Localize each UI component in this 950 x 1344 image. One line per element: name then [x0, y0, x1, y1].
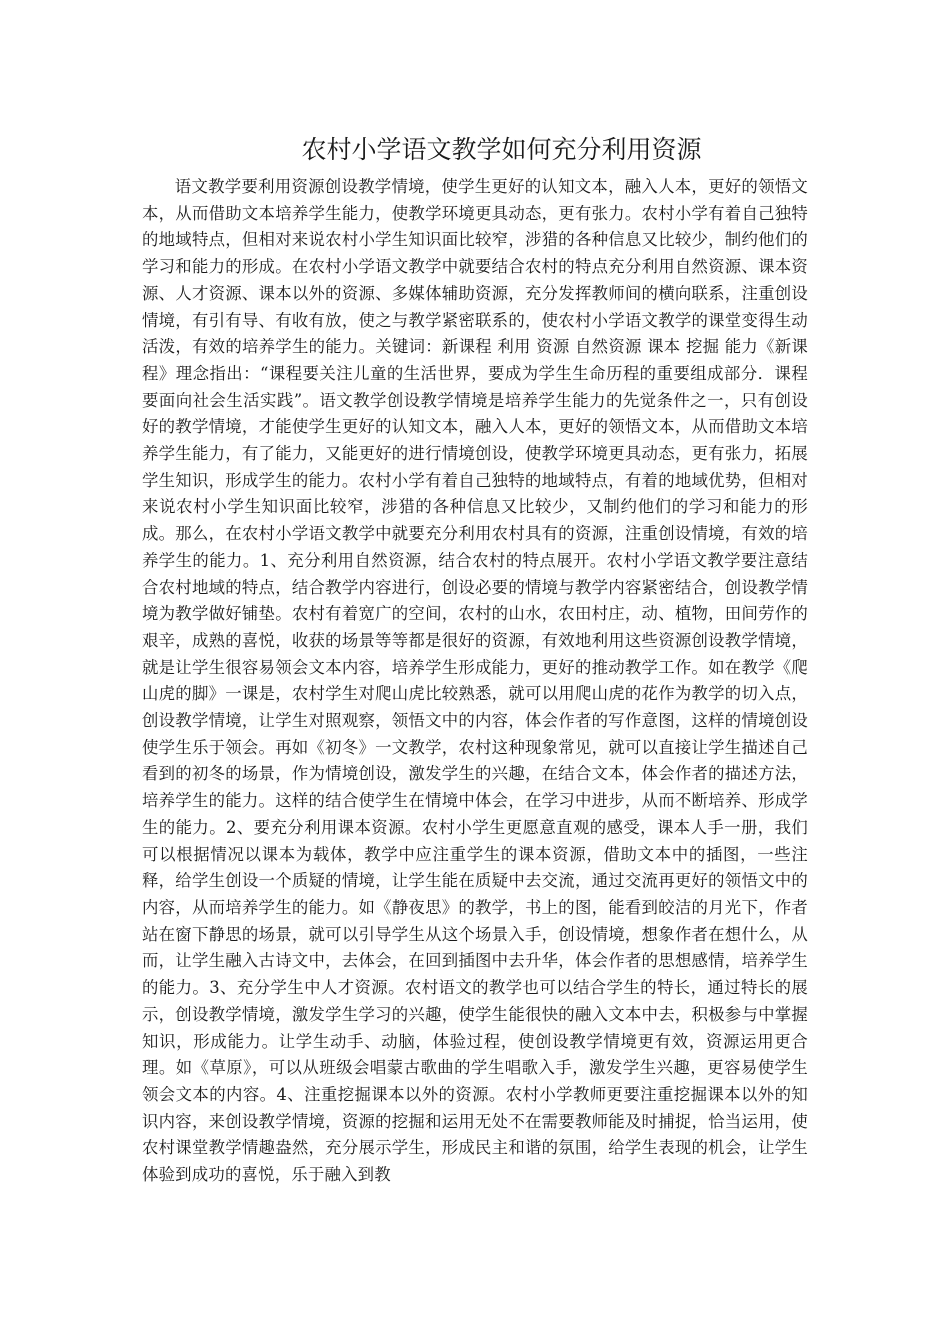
document-title: 农村小学语文教学如何充分利用资源	[301, 135, 702, 164]
document-body-paragraph: 语文教学要利用资源创设教学情境，使学生更好的认知文本，融入人本，更好的领悟文本，从而借助文本培养学生能力，使教学环境更具动态，更有张力。农村小学有着自己独特的地域特点，但相对来说农村小学生知识面比较窄，涉猎的各种信息又比较少，制约他们的学习和能力的形成。在农村小学语文教学中就要结合农村的特点充分利用自然资源、课本资源、人才资源、课本以外的资源、多媒体辅助资源，充分发挥教师间的横向联系，注重创设情境，有引有导、有收有放，使之与教学紧密联系的，使农村小学语文教学的课堂变得生动活泼，有效的培养学生的能力。关键词：新课程 利用 资源 自然资源 课本 挖掘 能力《新课程》理念指出：“课程要关注儿童的生活世界，要成为学生生命历程的重要组成部分．课程要面向社会生活实践”。语文教学创设教学情境是培养学生能力的先觉条件之一，只有创设好的教学情境，才能使学生更好的认知文本，融入人本，更好的领悟文本，从而借助文本培养学生能力，有了能力，又能更好的进行情境创设，使教学环境更具动态，更有张力，拓展学生知识，形成学生的能力。农村小学有着自己独特的地域特点，有着的地域优势，但相对来说农村小学生知识面比较窄，涉猎的各种信息又比较少，又制约他们的学习和能力的形成。那么，在农村小学语文教学中就要充分利用农村具有的资源，注重创设情境，有效的培养学生的能力。1、充分利用自然资源，结合农村的特点展开。农村小学语文教学要注意结合农村地域的特点，结合教学内容进行，创设必要的情境与教学内容紧密结合，创设教学情境为教学做好铺垫。农村有着宽广的空间，农村的山水，农田村庄，动、植物，田间劳作的艰辛，成熟的喜悦，收获的场景等等都是很好的资源，有效地利用这些资源创设教学情境，就是让学生很容易领会文本内容，培养学生形成能力，更好的推动教学工作。如在教学《爬山虎的脚》一课是，农村学生对爬山虎比较熟悉，就可以用爬山虎的花作为教学的切入点，创设教学情境，让学生对照观察，领悟文中的内容，体会作者的写作意图，这样的情境创设使学生乐于领会。再如《初冬》一文教学，农村这种现象常见，就可以直接让学生描述自己看到的初冬的场景，作为情境创设，激发学生的兴趣，在结合文本，体会作者的描述方法，培养学生的能力。这样的结合使学生在情境中体会，在学习中进步，从而不断培养、形成学生的能力。2、要充分利用课本资源。农村小学生更愿意直观的感受，课本人手一册，我们可以根据情况以课本为载体，教学中应注重学生的课本资源，借助文本中的插图，一些注释，给学生创设一个质疑的情境，让学生能在质疑中去交流，通过交流再更好的领悟文中的内容，从而培养学生的能力。如《静夜思》的教学，书上的图，能看到皎洁的月光下，作者站在窗下静思的场景，就可以引导学生从这个场景入手，创设情境，想象作者在想什么，从而，让学生融入古诗文中，去体会，在回到插图中去升华，体会作者的思想感情，培养学生的能力。3、充分学生中人才资源。农村语文的教学也可以结合学生的特长，通过特长的展示，创设教学情境，激发学生学习的兴趣，使学生能很快的融入文本中去，积极参与中掌握知识，形成能力。让学生动手、动脑，体验过程，使创设教学情境更有效，资源运用更合理。如《草原》，可以从班级会唱蒙古歌曲的学生唱歌入手，激发学生兴趣，更容易使学生领会文本的内容。4、注重挖掘课本以外的资源。农村小学教师更要注重挖掘课本以外的知识内容，来创设教学情境，资源的挖掘和运用无处不在需要教师能及时捕捉，恰当运用，使农村课堂教学情趣盎然，充分展示学生，形成民主和谐的氛围，给学生表现的机会，让学生体验到成功的喜悦，乐于融入到教	[142, 177, 808, 1185]
